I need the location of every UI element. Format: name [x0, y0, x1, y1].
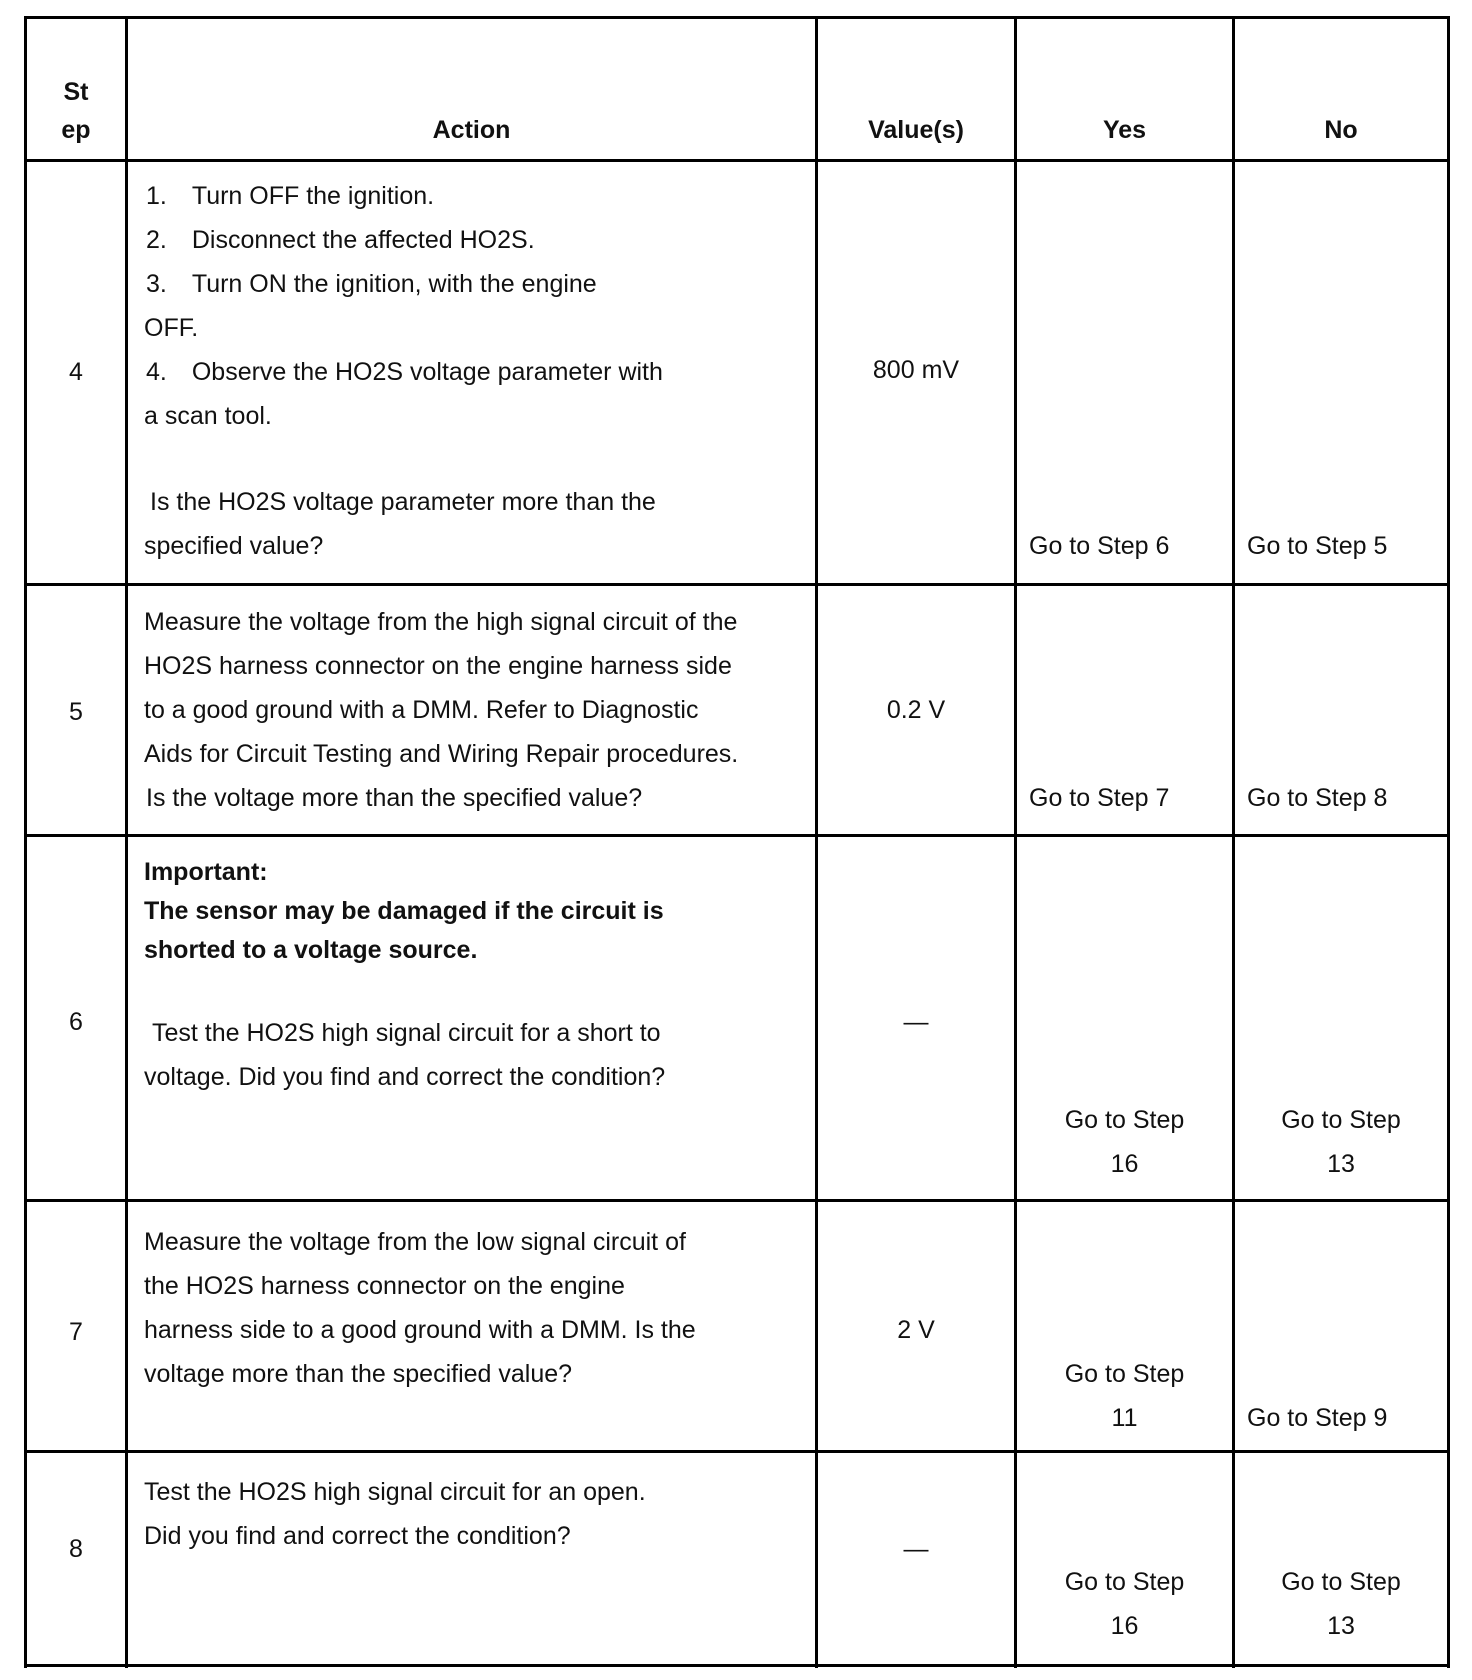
row-divider	[25, 1450, 1449, 1453]
action-line: a scan tool.	[144, 402, 272, 430]
header-yes: Yes	[1102, 116, 1147, 144]
action-line: Aids for Circuit Testing and Wiring Repair procedures.	[144, 740, 739, 768]
yes-cell: Go to Step 6	[1029, 532, 1170, 560]
no-cell: Go to Step	[1281, 1106, 1401, 1134]
no-cell: Go to Step 9	[1247, 1404, 1388, 1432]
header-step-line1: St	[63, 78, 89, 106]
action-line: Test the HO2S high signal circuit for an open.	[144, 1478, 646, 1506]
table-border-top	[25, 16, 1449, 19]
value-cell: 0.2 V	[886, 696, 946, 724]
yes-cell: 16	[1110, 1612, 1139, 1640]
yes-cell: Go to Step	[1064, 1568, 1185, 1596]
action-line: HO2S harness connector on the engine harness side	[144, 652, 732, 680]
row-divider	[25, 583, 1449, 586]
action-line: 1. Turn OFF the ignition.	[146, 182, 435, 210]
table-border-bottom	[25, 1664, 1449, 1667]
header-no: No	[1324, 116, 1358, 144]
header-step-line2: ep	[61, 116, 91, 144]
action-line: Test the HO2S high signal circuit for a short to	[152, 1019, 661, 1047]
important-note: shorted to a voltage source.	[144, 936, 478, 964]
row-divider	[25, 834, 1449, 837]
step-number: 6	[69, 1008, 83, 1036]
step-number: 4	[69, 358, 83, 386]
action-line: Measure the voltage from the high signal circuit of the	[144, 608, 738, 636]
yes-cell: Go to Step 7	[1029, 784, 1170, 812]
header-values: Value(s)	[868, 116, 964, 144]
question-line: Is the HO2S voltage parameter more than the	[150, 488, 656, 516]
value-cell: —	[903, 1535, 929, 1563]
yes-cell: 16	[1110, 1150, 1139, 1178]
action-line: voltage. Did you find and correct the condition?	[144, 1063, 666, 1091]
action-line: to a good ground with a DMM. Refer to Diagnostic	[144, 696, 699, 724]
action-line: the HO2S harness connector on the engine	[144, 1272, 625, 1300]
yes-cell: 11	[1111, 1404, 1138, 1432]
important-note: The sensor may be damaged if the circuit is	[144, 897, 664, 925]
action-line: Is the voltage more than the specified value?	[146, 784, 643, 812]
step-number: 7	[69, 1318, 83, 1346]
table-border-left	[24, 16, 27, 1668]
value-cell: —	[903, 1008, 929, 1036]
no-cell: Go to Step 8	[1247, 784, 1388, 812]
action-line: Did you find and correct the condition?	[144, 1522, 571, 1550]
value-cell: 800 mV	[872, 356, 960, 384]
row-divider	[25, 159, 1449, 162]
important-label: Important:	[144, 858, 268, 886]
yes-cell: Go to Step	[1064, 1106, 1185, 1134]
row-divider	[25, 1199, 1449, 1202]
column-divider	[815, 16, 818, 1668]
action-line: voltage more than the specified value?	[144, 1360, 573, 1388]
no-cell: Go to Step 5	[1247, 532, 1388, 560]
value-cell: 2 V	[897, 1316, 935, 1344]
action-line: OFF.	[144, 314, 199, 342]
question-line: specified value?	[144, 532, 324, 560]
no-cell: Go to Step	[1281, 1568, 1401, 1596]
column-divider	[1232, 16, 1235, 1668]
action-line: 4. Observe the HO2S voltage parameter with	[146, 358, 663, 386]
action-line: 3. Turn ON the ignition, with the engine	[146, 270, 597, 298]
step-number: 8	[69, 1535, 83, 1563]
action-line: 2. Disconnect the affected HO2S.	[146, 226, 535, 254]
no-cell: 13	[1327, 1150, 1355, 1178]
action-line: harness side to a good ground with a DMM. Is the	[144, 1316, 696, 1344]
step-number: 5	[69, 698, 83, 726]
header-action: Action	[432, 116, 511, 144]
yes-cell: Go to Step	[1064, 1360, 1185, 1388]
no-cell: 13	[1327, 1612, 1355, 1640]
column-divider	[125, 16, 128, 1668]
table-border-right	[1447, 16, 1450, 1668]
action-line: Measure the voltage from the low signal circuit of	[144, 1228, 686, 1256]
